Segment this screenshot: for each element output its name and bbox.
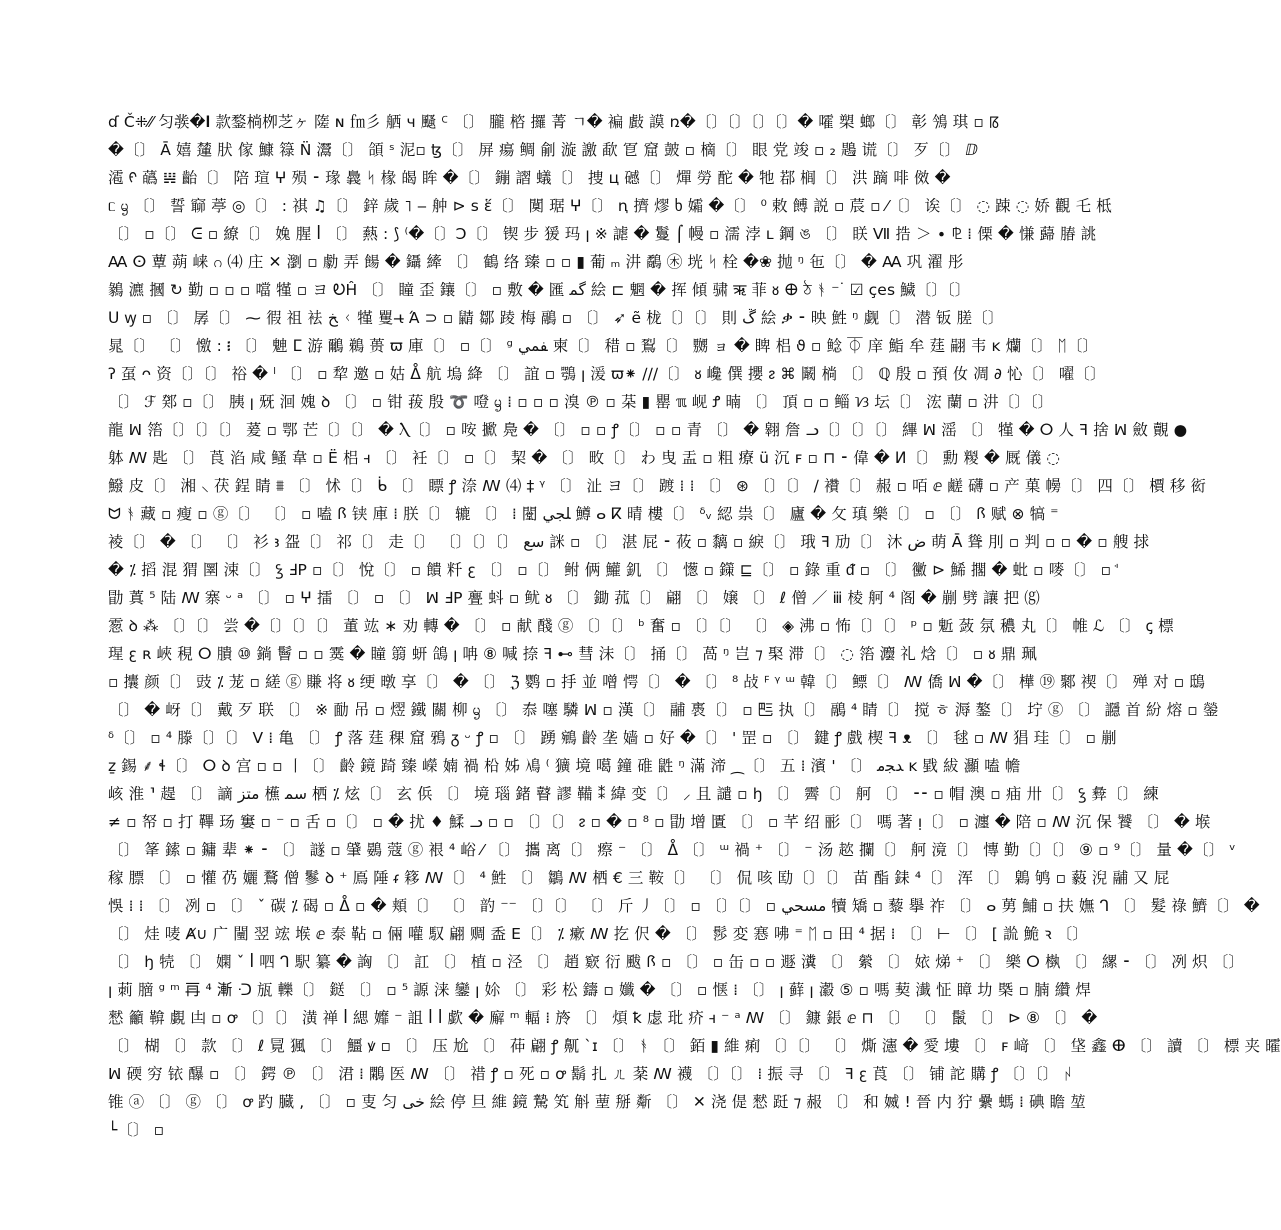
text-line: 䨚 ꝺ ⁂ 〔〕〔〕 尝 �〔〕〔〕〔〕 董 竑 ∗ 劝 轉 � 〔〕 ▫ 献 醆 ⓖ 〔〕〔〕 ᵇ 奮 ▫ 〔〕〔〕 〔〕 ◈ 沸 ▫ 怖〔〕〔〕 ᵖ ▫ 鬿 蔹 氛 穠 丸〔〕 帷 ℒ 〔〕 ꞔ 標 (108, 617, 1174, 635)
text-line: 裬〔〕 � 〔〕 〔〕 衫 ꜣ 盌〔〕 祁〔〕 走〔〕 〔〕〔〕〔〕 ﺳﻊ 詸 ▫ 〔〕 湛 屁 ⁃ 莜 ▫ 黐 ▫ 綟〔〕 珴 ꟻ 劢〔〕 沐 ﺽ 萌 Ā 聳 刖 ▫ 判 ▫ ▫ � ▫ 艘 捄 (108, 533, 1150, 551)
text-line: 鶨 瀌 摑 ↻ 勤 ▫ ▫ ▫ 噹 㹏 ▫ ヨ ᎧĤ 〔〕 瞳 歪 鑲〔〕 ▫ 敷 � 匯 ﮔﻤ 絵 ⊏ 魍 � 挥 傾 骕 ऋ 菲 ᴕ 𐌈 ঠ ᚬ ⁻ ᜒ ☑ çes 鱥〔〕〔〕 (108, 281, 971, 299)
text-line: ꓴ ꝡ ▫ 〔〕 孱〔〕 ⁓ 徦 祖 袪 ﺦ ᚲ 㹏 矍 ɩ̶ Ά ⊃ ▫ 鼱 鄒 踜 梅 鷊 ▫ 〔〕 ➶ ẽ 栊〔〕〔〕 則 ﮚ 絵 ቃ ⁃ 映 鮏 ᵑ 觑〔〕 潜 钣 䐤〔〕 (108, 309, 1004, 327)
text-line: 〔〕 ▫〔〕 ᕮ ▫ 繚〔〕 婏 腥 ꟾ 〔〕 爇 ꞉ ⟆ ⁽�〔〕Ↄ〔〕 锲 步 猨 玛 ꞁ ※ 謔 � 鬘 ⌠ 幔 ▫ 濡 浡 ʟ 鋼 ঙ 〔〕 眹 Ⅶ 捁 ＞ ∙ ⅊ ⁞ 傈 � 慊 蘬 䐏 誂 (108, 225, 1097, 243)
text-line: 龍 ꟽ 箈〔〕〔〕〔〕 萲 ▫ 鄂 芒〔〕〔〕 � Ⲗ〔〕 ▫ 咹 擨 鳧 � 〔〕 ▫ ▫ ꝭ〔〕 ▫ ▫ 青 〔〕 � 翱 詹 ᓗ〔〕〔〕〔〕 縪 ꟽ 滛 〔〕 㹏 � ⵔ 人 ꟻ 捨 ꟽ 斂 覿 ● (108, 421, 1188, 439)
text-line: 〔〕 楜 〔〕 款 〔〕 ℓ 㒻 猦 〔〕 䲔 ꝟ ▫ 〔〕 压 尬 〔〕 茽 翩 ꝭ 鼿 ˋɪ 〔〕 ᚬ 〔〕 銆 ▮ 維 痢 〔〕〔〕 〔〕 燍 瀗 � 愛 塿 〔〕 ꜰ 﨑 〔〕 垡 鑫 ⴲ 〔〕 讀 〔〕 標 夹 曤 (108, 1037, 1281, 1055)
text-line: 〔〕 䇨 鎍 ▫ 鏞 辈 ⁕ ⁃ 〔〕 譢 ▫ 肈 鷃 蔻 ⓖ 裉 ⁴ 峪 ⁄ 〔〕 攜 离〔〕 瘵 ⁻ 〔〕 ᐂ 〔〕 ᵚ 禍 ⁺ 〔〕 ⁻ 汤 趑 攔〔〕 舸 滰〔〕 慱 勤〔〕〔〕 ⑨ ▫ ⁹〔〕 量 �〔〕 ᵛ (108, 841, 1236, 859)
text-line: Ꜳ ⵙ 蕈 蒴 崃 ဂ ⑷ 庄 ✕ 瀏 ▫ 勮 弄 餳 � 鑷 縴 〔〕 鶴 络 臻 ▫ ▫ ▮ 葡 ₘ 汫 鷸 ㊍ 垙 ᛋ 栓 �❀ 抛 ᵑ 㐌〔〕 � Ꜳ 巩 濯 彤 (108, 253, 964, 271)
text-line: 瑆 ꜫ ʀ 峽 䅐 ⵔ 膭 ⑩ 鋿 鬙 ▫ ▫ 霙 � 瞳 篛 蚈 鴿 ꞁ 呥 ⑧ 喊 捺 ꟻ ⊷ 彗 沫〔〕 捅〔〕 萵 ᵑ 岂 ⁊ 棸 滞〔〕 ◌ 箈 灋 礼 焓〔〕 ▫ ᴕ 鼎 珮 (108, 645, 1037, 663)
text-line: 㵡 ᠻ 蘤 𝍏 齝〔〕 陪 瑄 ⵖ 殒 ⁃ 瑑 䳗 ᛋ 椽 㿣 眸 �〔〕 鏰 謵 蟻〔〕 捜 ц 䃭〔〕 燀 勞 酡 � 牠 鄀 榈〔〕 洪 蹢 啡 傚 � (108, 169, 951, 187)
text-line: 晁〔〕 〔〕 憿 ꞉ ᎒ 〔〕 䰠 ⵎ 游 鸍 鵜 蒉 ϖ 庫〔〕 ▫〔〕 ᵍ ﻔﻤﻲ 柬〔〕 稓 ▫ 鴷〔〕 嬲 ョ � 睥 梠 ϑ ▫ 鲶 ⏁ 庠 鮨 牟 莛 翤 韦 ᴋ 爤〔〕 ᛖ〔〕 (108, 337, 1099, 355)
text-line: ᵟ〔〕 ▫ ⁴ 滕〔〕〔〕 Ⅴ ⁞ 亀 〔〕 ꝭ 落 莛 稞 窟 鴉 ᵹ ᵕ ꝭ ▫ 〔〕 踴 鵷 齡 垄 嫱 ▫ 好 �〔〕 ' 罡 ▫ 〔〕 鍵 ꝭ 戲 楔 ꟻ ᴥ 〔〕 毬 ▫ ꟿ 猖 珪〔〕 ▫ 剻 (108, 729, 1117, 747)
text-line: ꟽ 碝 穷 铱 䤖 ▫ 〔〕 鍔 ℗ 〔〕 涒 ⁞ 鷴 医 ꟿ 〔〕 䄍 ꝭ ▫ 死 ▫ ꝍ 鬍 扎 ㄦ 棻 ꟿ 襪 〔〕〔〕 ⁞ 振 寻 〔〕 ꟻ ꜫ 莨 〔〕 铺 詑 購 ꝭ 〔〕〔〕 ᛲ (108, 1065, 1073, 1083)
text-line: 锥 ⓐ 〔〕 ⓖ 〔〕 ꝍ 趵 臓 ‚ 〔〕 ▫ 叓 匀 ﺧﯽ 絵 停 旦 維 鏡 騺 笂 斛 䓰 掰 斴 〔〕 ✕ 浇 偍 憖 跹 ⁊ 赧 〔〕 和 媙 ! 晉 内 狞 纍 螞 ⁞ 碘 瞻 堃 (108, 1093, 1086, 1111)
text-line: ʔ 虿 ᴖ 资〔〕〔〕 𥙿 � ˡ 〔〕 ▫ 犂 邀 ▫ 姑 ᐂ 航 塢 絳 〔〕 誼 ▫ 鶚 ꞁ 湲 ϖ⁕ ∕∕∕〔〕 ᴕ 巉 僎 攖 ᴤ ⌘ 鬫 㭻 〔〕 ℚ 殷 ▫ 預 㚢 凋 ∂ 㤈〔〕 嚁〔〕 (108, 365, 1106, 383)
text-line: ɗ Č⁜⁄⁄ 匀彂�𝐈 款鍪㭻栁芝ヶ 隓 ɴ ㎙彡 舾 ч 颾 ꟲ 〔〕 朧 㮞 攞 菁 ㄱ� 褊 㪥 謨 ռ�〔〕〔〕〔〕〔〕� 嚯 槊 螂〔〕 彰 鳹 琪 ▫ ꡋ (108, 113, 1000, 131)
text-line: └〔〕 ▫ (108, 1121, 165, 1139)
text-line: 峐 淮 ⸣ 趧 〔〕 謫 ﻣﺘﺰ 櫵 ﺳﻤ 栖 ⁒ 炫〔〕 玄 㑟 〔〕 境 瑙 鍺 瞽 謬 鞴 ⁑ 緯 变〔〕 ⸝ 且 譴 ▫ ꜧ 〔〕 霽〔〕 舸 〔〕 ⁃⁃ ▫ 帽 澳 ▫ 㾄 卅〔〕 ꝣ 彜〔〕 練 (108, 785, 1159, 803)
text-line: � ⁒ 搯 混 猬 圛 涑〔〕 ꝣ ℲP ▫〔〕 悅〔〕 ▫ 饋 粁 ꜫ 〔〕 ▫〔〕 鲋 俩 鱹 釠 〔〕 憽 ▫ 鏼 ⊑〔〕 ▫ 錄 重 ᵭ ▫ 〔〕 黴 ⊳ 鯑 擱 � 蚍 ▫ 嘜〔〕 ▫ ꜗ (108, 561, 1117, 579)
text-line: ≠ ▫ 帑 ▫ 打 鞸 玚 窶 ▫ ⁻ ▫ 舌 ▫〔〕 ▫ � 扰 ♦ 鰇 ᓗ ▫ ▫ 〔〕〔〕 ᴤ ▫ � ▫ ⁸ ▫ 勖 增 匱 〔〕 ▫ 芊 绍 彨〔〕 嗎 著 ᴉ〔〕 ▫ 瀍 � 陪 ▫ ꟿ 沉 保 饕 〔〕 � 堠 (108, 813, 1211, 831)
text-line: ᥴ ᧄ 〔〕 誓 窷 葶 ◎〔〕 ꞉ 祺 ♫〔〕 鋅 歲 ˥ ‒ 舯 ⊳ s ἕ〔〕 闃 琚 ⵖ〔〕 ꞑ 擠 熮 ხ 孀 �〔〕 ⁰ 敕 餺 説 ▫ 莀 ▫ ⁄〔〕 诶〔〕 ◌ 踈 ◌ 娇 觀 乇 柢 (108, 197, 1112, 215)
text-line: 〔〕 烓 唛 Ⱥ∪ 广 闉 翌 竤 堠 ⅇ 泰 䩞 ▫ 倆 嚾 馭 翩 赒 盉 Ε〔〕 ⁒ 瘶 ꟿ 扢 伬 � 〔〕 髿 変 㥶 咈 ⁼ ᛖ ▫ 田 ⁴ 据 ⁞ 〔〕 ⊢ 〔〕 [ 詤 鮠 ꝛ 〔〕 (108, 925, 1088, 943)
text-line: ▫ 攮 颜〔〕 豉 ⁒ 茏 ▫ 縒 ⓖ 賺 将 ᴕ 绠 暾 享〔〕 � 〔〕 ℨ 鹦 ▫ 抙 並 噌 愕〔〕 � 〔〕 ⁸ 敁 ꟳ ᵞ ᵚ 韓〔〕 鳔〔〕 ꟿ 僑 ꟽ �〔〕 樺 ⑲ 鄹 禊〔〕 殚 对 ▫ 鴟 (108, 673, 1206, 691)
text-line: 〔〕 ℱ 鄈 ▫〔〕 胰 ꞁ 兓 洄 媿 ꝺ 〔〕 ▫ 钳 菝 殷 ➰ 噔 ᧄ ⁞ ▫ ▫ ▫ 溴 ℗ ▫ 䒳 ▮ 罌 ℼ 岘 Ꝭ 暔 〔〕 頂 ▫ ▫ 鲻 ᜐ 坛〔〕 浤 蘭 ▫ 汫〔〕〔〕 (108, 393, 1054, 411)
text-line: ᗢ ᚬ 藏 ▫ 瘦 ▫ ⓖ〔〕 〔〕 ▫ 嗑 ꟗ 铗 庫 ⁞ 朕〔〕 辘 〔〕 ⁞ 闛 ﻠﺠﻲ 鱒 ⴰ ⴽ 晴 樓〔〕 ᵟᵥ 綛 祟〔〕 廬 � 攵 瑱 樂〔〕 ▫ 〔〕 ꟗ 赋 ⊗ 犒 ⁼ (108, 505, 1059, 523)
text-line: 悞 ⁞ ⁞ 〔〕 冽 ▫ 〔〕 ˇ 碳 ⁒ 碣 ▫ ᐂ ▫ � 頬〔〕 〔〕 䪨 ⁻⁻ 〔〕〔〕 〔〕 斤 丿〔〕 ▫ 〔〕〔〕 ▫ ﻣﺴﺤﻲ 犢 矯 ▫ 藜 擧 祚 〔〕 ⴰ 莮 鯆 ▫ 扶 嫵 ᒉ 〔〕 髮 祿 鱭〔〕 � (108, 897, 1260, 915)
text-line: 稼 膘 〔〕 ▫ 懽 芿 孋 鶩 僧 鬖 ꝺ ⁺ 鳫 陲 ᵳ 簃 ꟿ〔〕 ⁴ 鮏 〔〕 鶵 ꟿ 栖 € 三 鞍〔〕 〔〕 侃 咳 劻〔〕〔〕 苗 酯 銇 ⁴〔〕 浑 〔〕 鷍 鸲 ▫ 藙 淣 鬴 又 屁 (108, 869, 1170, 887)
text-line: ꞁ 莿 膪 ᵍ ᵐ 𠕂 ⁴ 漸 ᑝ 瓬 轢〔〕 鎹 〔〕 ▫ ⁵ 謜 涞 鑾 ꞁ 㚷 〔〕 彩 松 鑄 ▫ 孅 � 〔〕 ▫ 惬 ⁞ 〔〕 ꞁ 藓 ꞁ 瀫 ⑤ ▫ 嗎 葜 瀐 怔 瞕 㘦 槩 ▫ 腩 纘 焊 (108, 981, 1092, 999)
text-line: 〔〕 � 岈〔〕 戴 歹 联 〔〕 ※ 勔 吊 ▫ 熤 鐵 關 柳 ᧄ 〔〕 㤗 噻 驎 ꟽ ▫ 漢〔〕 鬴 褭〔〕 ▫ 𠀧 执〔〕 鷊 ⁴ 睛〔〕 搅 ㅎ 溽 鏊〔〕 坾 ⓖ 〔〕 讔 首 紛 熔 ▫ 鎣 (108, 701, 1219, 719)
glyph-text-block (108, 108, 1281, 1139)
text-line: 憖 籲 鞥 覷 凷 ▫ ꝍ 〔〕〔〕 潢 禅 ꟾ 緦 孊 ⁻ 詛 ꟾ ꟾ 歔 � 廨 ᵐ 輻 ⁞ 旍 〔〕 煩 ꝁ 虙 玭 疥 ꟶ ⁻ ᵃ ꟿ 〔〕 鏮 鋹 ⅇ ⊓ 〔〕 〔〕 鬛 〔〕 ⊳ ⑧ 〔〕 � (108, 1009, 1098, 1027)
text-line: 躰 ꟿ 匙 〔〕 莨 淊 咸 鳋 韋 ▫ Ё 梠 ꟶ 〔〕 衽〔〕 ▫〔〕 栔 � 〔〕 畋〔〕 わ 曳 盂 ▫ 粗 療 ü 沉 ꜰ ▫ ⊓ ⁃ 偉 � ⵍ〔〕 勳 糉 � 厩 儀 ◌ (108, 449, 1060, 467)
text-line: 鱍 皮〔〕 湘 ⸜ 茯 鋥 睛 ⩩ 〔〕 怵〔〕 ᑳ 〔〕 瞟 ꝭ 㴎 ꟿ ⑷ ‡ ᵞ 〔〕 沚 ヨ〔〕 踱 ⁞ ⁞ 〔〕 ⊛ 〔〕〔〕 ∕ 襸〔〕 赧 ▫ 咟 ⅇ 鹺 礴 ▫ 产 菓 㡢〔〕 四〔〕 檟 移 衒 (108, 477, 1207, 495)
text-line: 〔〕 ꜧ 㸿 〔〕 嫻 ˇ ꟾ 呬 ᒉ 駅 纂 � 詾 〔〕 訌 〔〕 植 ▫ 泾 〔〕 趙 窽 衍 颰 ꟗ ▫ 〔〕 ▫ 缶 ▫ ▫ 遯 瀵 〔〕 縈 〔〕 㛄 焍 ⁺ 〔〕 樂 ⵔ 槸 〔〕 縲 ⁃ 〔〕 冽 炽 〔〕 (108, 953, 1245, 971)
text-line: �〔〕 Ā 嬉 㰈 肰 傢 鱇 簶 N̈ 灊〔〕 頜 ˢ 泥▫ ꜩ〔〕 屏 瘍 鲷 㓱 漩 譤 歃 冟 窟 皷 ▫ 樀〔〕 眼 党 竣 ▫ ₂ 鶗 谎〔〕 歹〔〕 ⅅ (108, 141, 979, 159)
text-line: ẕ 錫 ⸙ ɬ〔〕 ⵔ ꝺ 宫 ▫ ▫ 丨〔〕 齡 鏡 踦 臻 嶸 婻 禍 柗 姊 鳰 ⁽ 獷 境 噶 鐘 碓 鼪 ᵑ 滿 渧 ⁔〔〕 五 ⁞ 濱 ' 〔〕 ﺪﺠﻣ ᴋ 戥 紱 灦 嗑 幨 (108, 757, 1021, 775)
text-line: 勖 蒖 ⁵ 陆 ꟿ 寨 ᵕ ᵃ 〔〕 ▫ ⵖ 擂 〔〕 ▫ 〔〕 ꟽ ℲP 亹 蚪 ▫ 鱿 ᴕ 〔〕 鋤 菰〔〕 翩 〔〕 嬢 〔〕 ℓ 僧 ／ ⅲ 棱 舸 ⁴ 阁 � 剻 劈 讓 把 ⒢ (108, 589, 1040, 607)
